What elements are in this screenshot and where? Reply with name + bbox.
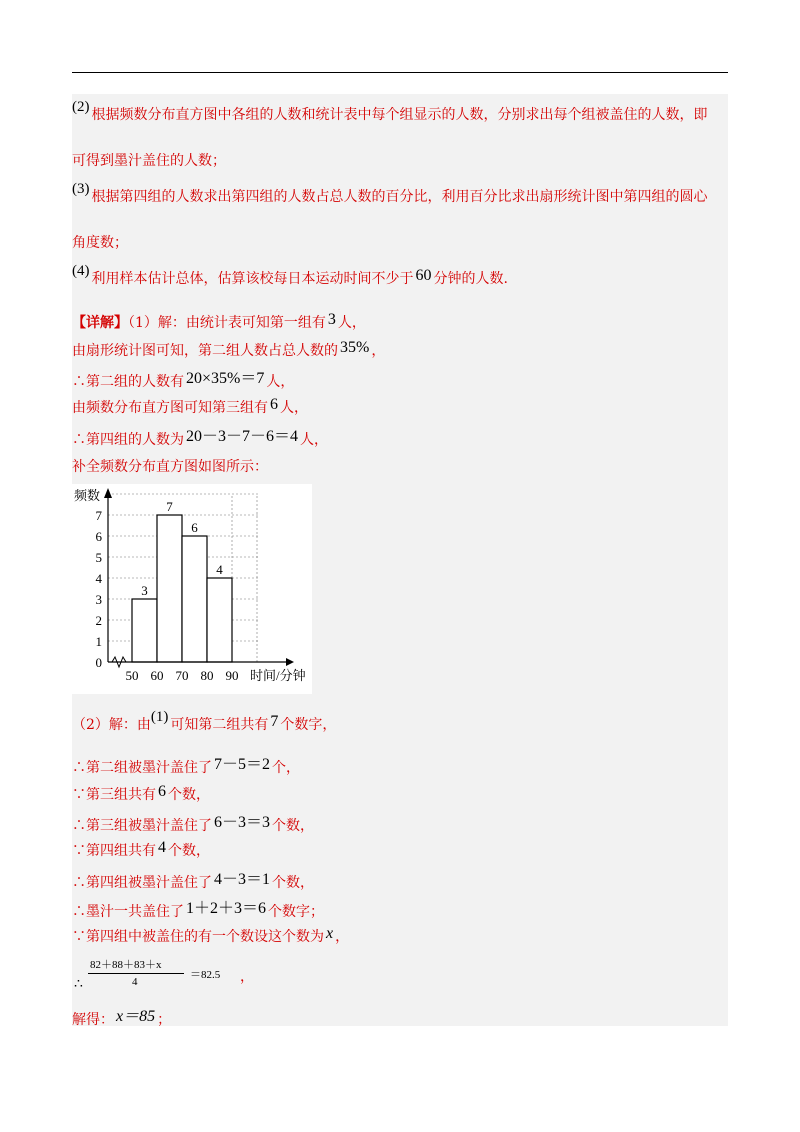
part2-line-7: ∴墨汁一共盖住了 1＋2＋3＝6 个数字； xyxy=(72,900,325,920)
fraction-numerator: 82＋88＋83＋x xyxy=(90,959,162,971)
analysis-step-2-line-1: (2) 根据频数分布直方图中各组的人数和统计表中每个组显示的人数，分别求出每个组被盖住的人数，即 xyxy=(72,99,708,123)
y-tick-label: 2 xyxy=(95,613,102,628)
histogram-bar xyxy=(182,536,207,662)
part2-line-2: ∴第二组被墨汁盖住了 7－5＝2 个， xyxy=(72,756,301,776)
histogram-bar xyxy=(207,578,232,662)
y-tick-label: 3 xyxy=(95,592,102,607)
part2-line-3: ∵第三组共有 6 个数， xyxy=(72,783,210,803)
header-rule xyxy=(72,72,728,73)
detail-line-2: 由扇形统计图可知，第二组人数占总人数的 35% ， xyxy=(72,339,386,359)
bar-data-label: 3 xyxy=(141,583,148,598)
detail-block xyxy=(72,304,728,694)
x-tick-label: 50 xyxy=(125,668,139,683)
y-tick-label: 4 xyxy=(95,571,102,586)
x-axis-arrow xyxy=(286,658,294,666)
fraction-denominator: 4 xyxy=(132,976,138,988)
fraction-bar xyxy=(88,973,184,974)
detail-line-5: ∴第四组的人数为 20－3－7－6＝4 人， xyxy=(72,428,329,448)
part2-line-6: ∴第四组被墨汁盖住了 4－3＝1 个数， xyxy=(72,871,315,891)
part2-line-1: （2）解：由(1) 可知第二组共有 7 个数字， xyxy=(72,709,337,733)
frequency-histogram xyxy=(72,484,312,694)
histogram-bar xyxy=(157,515,182,662)
fraction-equation xyxy=(86,956,236,996)
detail-line-4: 由频数分布直方图可知第三组有 6 人， xyxy=(72,396,308,416)
analysis-step-4: (4) 利用样本估计总体，估算该校每日本运动时间不少于 60 分钟的人数. xyxy=(72,263,508,287)
part2-line-5: ∵第四组共有 4 个数， xyxy=(72,839,210,859)
y-tick-label: 1 xyxy=(95,634,102,649)
part2-line-10: 解得： x＝85 ； xyxy=(72,1008,172,1028)
part2-line-8: ∵第四组中被盖住的有一个数设这个数为 x ， xyxy=(72,925,350,945)
therefore-symbol: ∴ xyxy=(74,976,83,992)
y-axis-label: 频数 xyxy=(74,488,101,503)
step-number: (2) xyxy=(72,99,90,115)
y-tick-label: 0 xyxy=(95,655,102,670)
bar-data-label: 6 xyxy=(191,520,198,535)
bar-data-label: 4 xyxy=(216,562,223,577)
x-tick-label: 70 xyxy=(175,668,189,683)
y-tick-label: 6 xyxy=(95,529,102,544)
analysis-step-3-line-1: (3) 根据第四组的人数求出第四组的人数占总人数的百分比，利用百分比求出扇形统计图中第四组的圆心 xyxy=(72,181,708,205)
y-tick-label: 7 xyxy=(95,508,102,523)
bar-data-label: 7 xyxy=(166,499,173,514)
part2-line-4: ∴第三组被墨汁盖住了 6－3＝3 个数， xyxy=(72,814,315,834)
histogram-bar xyxy=(132,599,157,662)
x-tick-label: 60 xyxy=(150,668,164,683)
x-axis-label: 时间/分钟 xyxy=(250,668,306,683)
detail-line-3: ∴第二组的人数有 20×35%＝7 人， xyxy=(72,370,295,390)
fraction-rhs: ＝82.5 xyxy=(190,969,221,981)
part2-equation: ∴ 82＋88＋83＋x 4 ＝82.5 ， xyxy=(72,956,312,1000)
detail-line-6: 补全频数分布直方图如图所示： xyxy=(72,459,268,475)
step-number: (4) xyxy=(72,263,90,279)
step-number: (3) xyxy=(72,181,90,197)
part2-block xyxy=(72,694,728,1026)
x-tick-label: 90 xyxy=(225,668,239,683)
detail-line-1: 【详解】（1）解：由统计表可知第一组有 3 人， xyxy=(72,311,366,331)
analysis-step-2-line-2: 可得到墨汁盖住的人数； xyxy=(72,153,226,169)
analysis-step-3-line-2: 角度数； xyxy=(72,235,128,251)
analysis-block xyxy=(72,94,728,304)
x-tick-label: 80 xyxy=(200,668,214,683)
y-axis-arrow xyxy=(104,488,112,498)
y-tick-label: 5 xyxy=(95,550,102,565)
